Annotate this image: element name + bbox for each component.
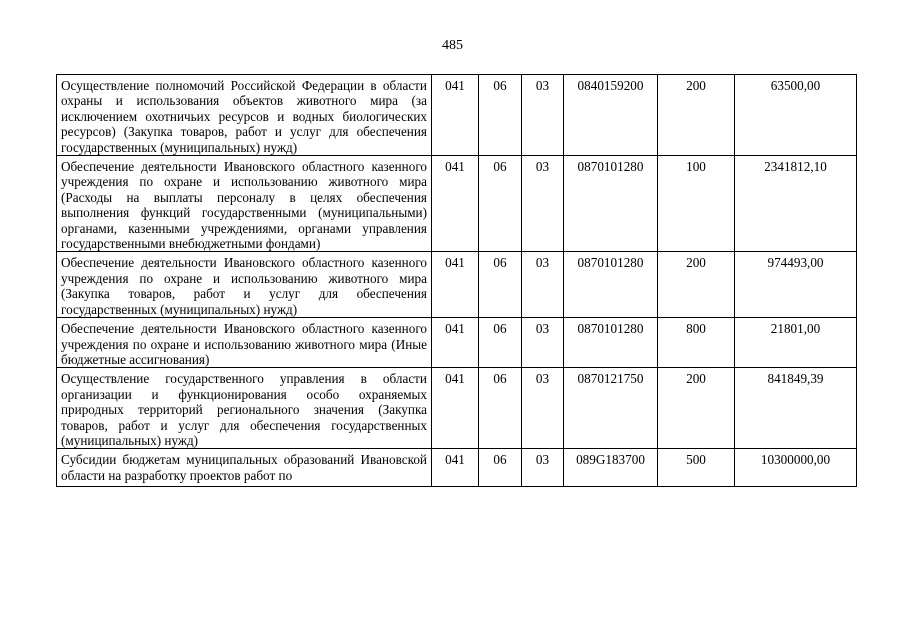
subsection-cell: 03 <box>522 318 564 368</box>
ministry-code-cell: 041 <box>432 75 479 156</box>
ministry-code-cell: 041 <box>432 156 479 252</box>
expense-type-cell: 200 <box>658 252 735 318</box>
target-item-cell: 0870121750 <box>564 368 658 449</box>
target-item-cell: 0870101280 <box>564 252 658 318</box>
table-row <box>57 75 857 156</box>
row-description: Осуществление полномочий Российской Федерации в области охраны и использования объектов животного мира (за исключением охотничьих ресурсов и водных биологических ресурсов) (Закупка товаров, работ и услуг для обеспечения государственных (муниципальных) нужд) <box>57 75 432 156</box>
table-row <box>57 318 857 368</box>
section-cell: 06 <box>479 368 522 449</box>
target-item-cell: 089G183700 <box>564 449 658 487</box>
table-row <box>57 449 857 487</box>
expense-type-cell: 200 <box>658 75 735 156</box>
expense-type-cell: 500 <box>658 449 735 487</box>
expense-type-cell: 800 <box>658 318 735 368</box>
ministry-code-cell: 041 <box>432 252 479 318</box>
target-item-cell: 0870101280 <box>564 156 658 252</box>
row-description: Обеспечение деятельности Ивановского областного казенного учреждения по охране и использованию животного мира (Расходы на выплаты персоналу в целях обеспечения выполнения функций государственными (муниципальными) органами, казенными учреждениями, органами управления государственными внебюджетными фондами) <box>57 156 432 252</box>
amount-cell: 841849,39 <box>735 368 857 449</box>
row-description: Обеспечение деятельности Ивановского областного казенного учреждения по охране и использованию животного мира (Закупка товаров, работ и услуг для обеспечения государственных (муниципальных) нужд) <box>57 252 432 318</box>
ministry-code-cell: 041 <box>432 318 479 368</box>
amount-cell: 21801,00 <box>735 318 857 368</box>
section-cell: 06 <box>479 449 522 487</box>
budget-table <box>56 74 857 487</box>
amount-cell: 10300000,00 <box>735 449 857 487</box>
ministry-code-cell: 041 <box>432 449 479 487</box>
expense-type-cell: 100 <box>658 156 735 252</box>
table-row <box>57 252 857 318</box>
table-row <box>57 156 857 252</box>
amount-cell: 63500,00 <box>735 75 857 156</box>
section-cell: 06 <box>479 252 522 318</box>
ministry-code-cell: 041 <box>432 368 479 449</box>
subsection-cell: 03 <box>522 449 564 487</box>
expense-type-cell: 200 <box>658 368 735 449</box>
target-item-cell: 0840159200 <box>564 75 658 156</box>
row-description: Субсидии бюджетам муниципальных образований Ивановской области на разработку проектов работ по <box>57 449 432 487</box>
row-description: Осуществление государственного управления в области организации и функционирования особо охраняемых природных территорий регионального значения (Закупка товаров, работ и услуг для обеспечения государственных (муниципальных) нужд) <box>57 368 432 449</box>
table-row <box>57 368 857 449</box>
section-cell: 06 <box>479 318 522 368</box>
target-item-cell: 0870101280 <box>564 318 658 368</box>
section-cell: 06 <box>479 75 522 156</box>
subsection-cell: 03 <box>522 252 564 318</box>
amount-cell: 974493,00 <box>735 252 857 318</box>
page-number: 485 <box>442 38 463 53</box>
subsection-cell: 03 <box>522 368 564 449</box>
section-cell: 06 <box>479 156 522 252</box>
subsection-cell: 03 <box>522 75 564 156</box>
subsection-cell: 03 <box>522 156 564 252</box>
row-description: Обеспечение деятельности Ивановского областного казенного учреждения по охране и использованию животного мира (Иные бюджетные ассигнования) <box>57 318 432 368</box>
amount-cell: 2341812,10 <box>735 156 857 252</box>
